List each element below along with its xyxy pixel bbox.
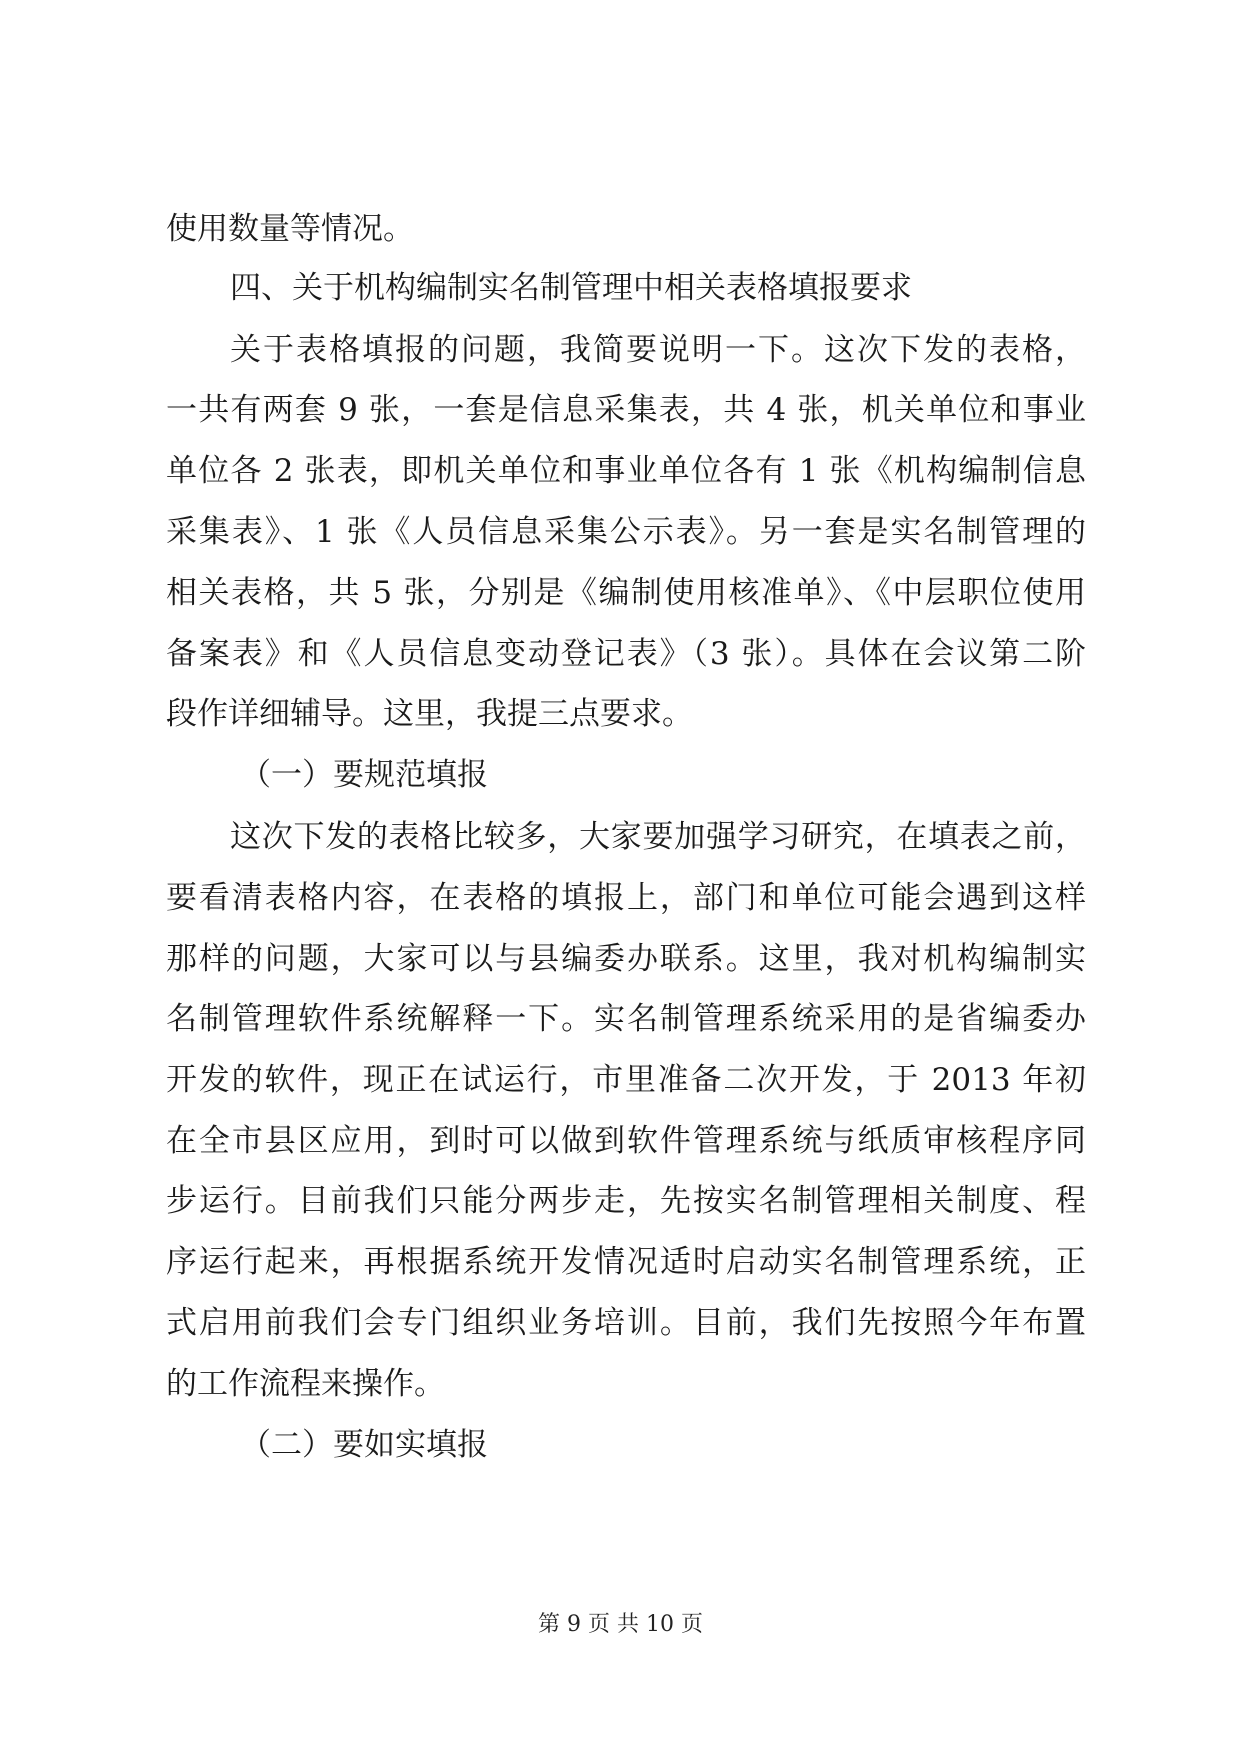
text-line: 要看清表格内容，在表格的填报上，部门和单位可能会遇到这样: [166, 880, 1086, 916]
subsection-heading: （一）要规范填报: [240, 757, 488, 793]
text-line: 备案表》和《人员信息变动登记表》（3 张）。具体在会议第二阶: [166, 636, 1086, 672]
text-line: 相关表格，共 5 张，分别是《编制使用核准单》、《中层职位使用: [166, 575, 1086, 611]
text-line: 步运行。目前我们只能分两步走，先按实名制管理相关制度、程: [166, 1183, 1086, 1219]
text-line: 开发的软件，现正在试运行，市里准备二次开发，于 2013 年初: [166, 1062, 1086, 1098]
text-line: 式启用前我们会专门组织业务培训。目前，我们先按照今年布置: [166, 1305, 1086, 1341]
text-line: 关于表格填报的问题，我简要说明一下。这次下发的表格，: [230, 332, 1086, 368]
text-line: 这次下发的表格比较多，大家要加强学习研究，在填表之前，: [230, 819, 1086, 855]
page-number: 第 9 页 共 10 页: [538, 1612, 703, 1637]
text-line: 在全市县区应用，到时可以做到软件管理系统与纸质审核程序同: [166, 1123, 1086, 1159]
text-line: 段作详细辅导。这里，我提三点要求。: [166, 696, 693, 732]
text-line: 使用数量等情况。: [166, 211, 414, 247]
text-line: 名制管理软件系统解释一下。实名制管理系统采用的是省编委办: [166, 1001, 1086, 1037]
section-heading: 四、关于机构编制实名制管理中相关表格填报要求: [230, 270, 912, 306]
text-line: 的工作流程来操作。: [166, 1366, 445, 1402]
text-line: 采集表》、1 张《人员信息采集公示表》。另一套是实名制管理的: [166, 514, 1086, 550]
text-line: 那样的问题，大家可以与县编委办联系。这里，我对机构编制实: [166, 941, 1086, 977]
text-line: 单位各 2 张表，即机关单位和事业单位各有 1 张《机构编制信息: [166, 453, 1086, 489]
text-line: 序运行起来，再根据系统开发情况适时启动实名制管理系统，正: [166, 1244, 1086, 1280]
subsection-heading: （二）要如实填报: [240, 1427, 488, 1463]
text-line: 一共有两套 9 张，一套是信息采集表，共 4 张，机关单位和事业: [166, 392, 1086, 428]
